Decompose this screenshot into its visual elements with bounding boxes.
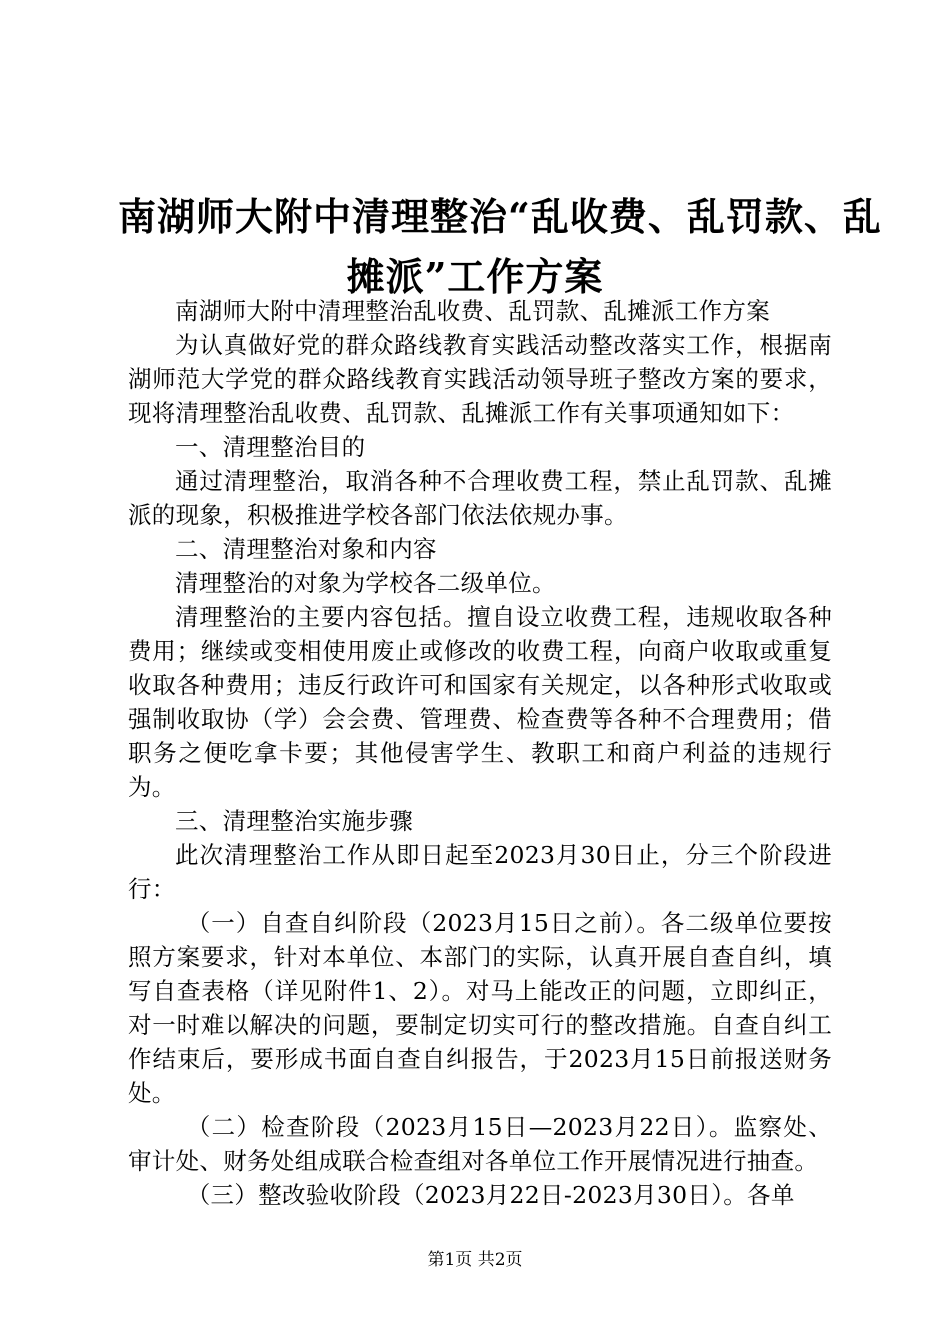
paragraph: 南湖师大附中清理整治乱收费、乱罚款、乱摊派工作方案 bbox=[175, 297, 770, 325]
paragraph: 清理整治的对象为学校各二级单位。 bbox=[175, 569, 556, 597]
paragraph: 为认真做好党的群众路线教育实践活动整改落实工作，根据南湖师范大学党的群众路线教育实践活动领导班子整改方案的要求，现将清理整治乱收费、乱罚款、乱摊派工作有关事项通知如下： bbox=[128, 331, 832, 427]
paragraph: （二）检查阶段（2023月15日—2023月22日）。监察处、审计处、财务处组成联合检查组对各单位工作开展情况进行抽查。 bbox=[128, 1113, 832, 1175]
paragraph: 此次清理整治工作从即日起至2023月30日止，分三个阶段进行： bbox=[128, 841, 832, 903]
page-footer: 第1页 共2页 bbox=[427, 1250, 523, 1270]
paragraph: （一）自查自纠阶段（2023月15日之前）。各二级单位要按照方案要求，针对本单位、本部门的实际，认真开展自查自纠，填写自查表格（详见附件1、2）。对马上能改正的问题，立即纠正，对一时难以解决的问题，要制定切实可行的整改措施。自查自纠工作结束后，要形成书面自查自纠报告，于2023月15日前报送财务处。 bbox=[128, 909, 832, 1107]
section-heading: 三、清理整治实施步骤 bbox=[175, 807, 413, 835]
paragraph: （三）整改验收阶段（2023月22日-2023月30日）。各单 bbox=[186, 1181, 795, 1209]
section-heading: 一、清理整治目的 bbox=[175, 433, 366, 461]
paragraph: 清理整治的主要内容包括。擅自设立收费工程，违规收取各种费用；继续或变相使用废止或修改的收费工程，向商户收取或重复收取各种费用；违反行政许可和国家有关规定，以各种形式收取或强制收取协（学）会会费、管理费、检查费等各种不合理费用；借职务之便吃拿卡要；其他侵害学生、教职工和商户利益的违规行为。 bbox=[128, 603, 832, 801]
document-title-line-1: 南湖师大附中清理整治“乱收费、乱罚款、乱 bbox=[118, 194, 882, 239]
section-heading: 二、清理整治对象和内容 bbox=[175, 535, 437, 563]
document-body bbox=[128, 294, 832, 1212]
document-title-line-2: 摊派”工作方案 bbox=[346, 254, 604, 299]
paragraph: 通过清理整治，取消各种不合理收费工程，禁止乱罚款、乱摊派的现象，积极推进学校各部门依法依规办事。 bbox=[128, 467, 832, 529]
